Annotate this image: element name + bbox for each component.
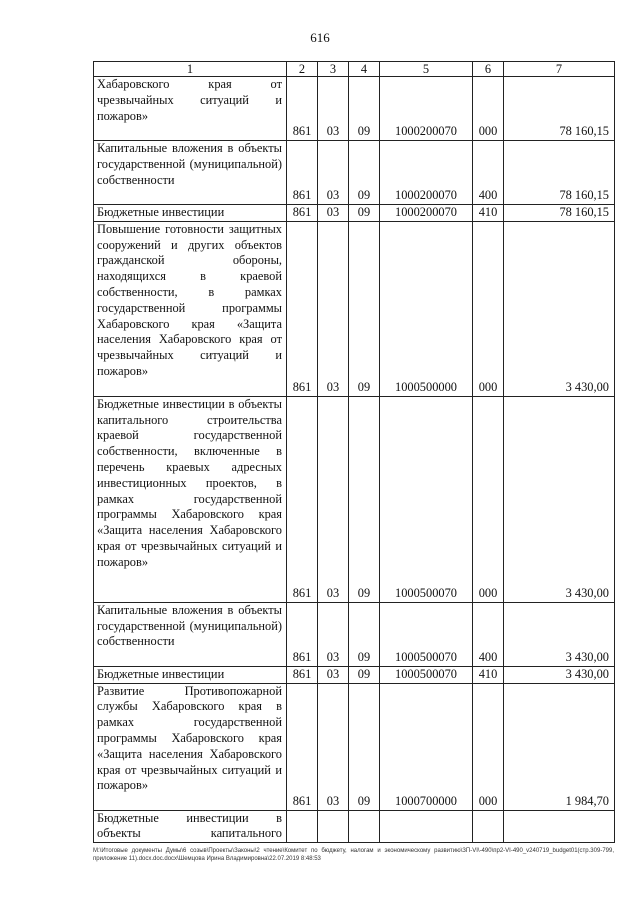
row-pr: 09 bbox=[349, 141, 380, 205]
row-name: Развитие Противопожарной службы Хабаровского края в рамках государственной программы Хабаровского края «Защита населения Хабаровского края от чрезвычайных ситуаций и пожаров» bbox=[94, 683, 287, 810]
row-sum: 3 430,00 bbox=[504, 396, 615, 602]
row-pr: 09 bbox=[349, 221, 380, 396]
row-name: Хабаровского края от чрезвычайных ситуаций и пожаров» bbox=[94, 77, 287, 141]
row-sum: 78 160,15 bbox=[504, 205, 615, 222]
row-sum: 78 160,15 bbox=[504, 77, 615, 141]
row-sum: 1 984,70 bbox=[504, 683, 615, 810]
header-col-2: 2 bbox=[287, 62, 318, 77]
row-rz: 03 bbox=[318, 683, 349, 810]
row-csr bbox=[380, 810, 473, 842]
row-vr bbox=[473, 810, 504, 842]
row-pr: 09 bbox=[349, 683, 380, 810]
row-name: Капитальные вложения в объекты государственной (муниципальной) собственности bbox=[94, 141, 287, 205]
row-name: Капитальные вложения в объекты государственной (муниципальной) собственности bbox=[94, 602, 287, 666]
row-rz: 03 bbox=[318, 205, 349, 222]
footer-file-path: M:\Итоговые документы Думы\6 созыв\Проекты\Законы\2 чтение\Комитет по бюджету, налогам и экономическому развитию\ЗП-VI\-490\пр2-VI-490_v240719_budget01(стр.309-799, приложение 11).docx.doc.docx\Шемцова Ирина Владимировна\22.07.2019 8:48:53 bbox=[93, 848, 614, 862]
row-vr: 410 bbox=[473, 205, 504, 222]
row-sum: 3 430,00 bbox=[504, 221, 615, 396]
row-rz: 03 bbox=[318, 77, 349, 141]
row-name-line: Бюджетные инвестиции в bbox=[97, 810, 282, 825]
table-row bbox=[94, 683, 615, 810]
row-grbs: 861 bbox=[287, 221, 318, 396]
row-name: Повышение готовности защитных сооружений и других объектов гражданской обороны, находящихся в краевой собственности, в рамках государственной программы Хабаровского края «Защита населения Хабаровского края от чрезвычайных ситуаций и пожаров» bbox=[94, 221, 287, 396]
header-col-5: 5 bbox=[380, 62, 473, 77]
row-grbs: 861 bbox=[287, 141, 318, 205]
header-col-4: 4 bbox=[349, 62, 380, 77]
row-grbs: 861 bbox=[287, 683, 318, 810]
row-name: Бюджетные инвестиции bbox=[94, 205, 287, 222]
row-vr: 410 bbox=[473, 666, 504, 683]
row-rz: 03 bbox=[318, 666, 349, 683]
header-row bbox=[94, 62, 615, 77]
row-csr: 1000200070 bbox=[380, 77, 473, 141]
table-row bbox=[94, 602, 615, 666]
header-col-3: 3 bbox=[318, 62, 349, 77]
row-name: Бюджетные инвестиции в объекты капитального строительства краевой государственной собственности, включенные в перечень краевых адресных инвестиционных проектов, в рамках государственной программы Хабаровского края «Защита населения Хабаровского края от чрезвычайных ситуаций и пожаров» bbox=[94, 396, 287, 602]
row-vr: 400 bbox=[473, 141, 504, 205]
header-col-6: 6 bbox=[473, 62, 504, 77]
row-name-line: объекты капитального bbox=[97, 826, 282, 841]
table-row bbox=[94, 141, 615, 205]
row-pr: 09 bbox=[349, 77, 380, 141]
row-csr: 1000200070 bbox=[380, 141, 473, 205]
table-row bbox=[94, 396, 615, 602]
row-grbs: 861 bbox=[287, 205, 318, 222]
row-rz: 03 bbox=[318, 221, 349, 396]
row-sum: 78 160,15 bbox=[504, 141, 615, 205]
row-pr: 09 bbox=[349, 396, 380, 602]
row-name: Бюджетные инвестиции bbox=[94, 666, 287, 683]
row-vr: 000 bbox=[473, 683, 504, 810]
row-rz bbox=[318, 810, 349, 842]
header-col-1: 1 bbox=[94, 62, 287, 77]
row-sum: 3 430,00 bbox=[504, 666, 615, 683]
row-grbs: 861 bbox=[287, 666, 318, 683]
row-csr: 1000500070 bbox=[380, 602, 473, 666]
row-csr: 1000500070 bbox=[380, 666, 473, 683]
row-csr: 1000500000 bbox=[380, 221, 473, 396]
row-vr: 000 bbox=[473, 77, 504, 141]
row-vr: 400 bbox=[473, 602, 504, 666]
row-sum: 3 430,00 bbox=[504, 602, 615, 666]
page-number: 616 bbox=[310, 30, 330, 45]
row-sum bbox=[504, 810, 615, 842]
row-rz: 03 bbox=[318, 141, 349, 205]
table-row bbox=[94, 221, 615, 396]
row-csr: 1000500070 bbox=[380, 396, 473, 602]
row-csr: 1000200070 bbox=[380, 205, 473, 222]
row-pr bbox=[349, 810, 380, 842]
header-col-7: 7 bbox=[504, 62, 615, 77]
row-grbs: 861 bbox=[287, 602, 318, 666]
table-row bbox=[94, 205, 615, 222]
row-vr: 000 bbox=[473, 221, 504, 396]
budget-table bbox=[93, 61, 615, 843]
row-name bbox=[94, 810, 287, 842]
row-grbs: 861 bbox=[287, 396, 318, 602]
row-pr: 09 bbox=[349, 205, 380, 222]
table-row bbox=[94, 666, 615, 683]
row-rz: 03 bbox=[318, 602, 349, 666]
row-grbs: 861 bbox=[287, 77, 318, 141]
row-pr: 09 bbox=[349, 666, 380, 683]
table-row-continued bbox=[94, 810, 615, 842]
row-csr: 1000700000 bbox=[380, 683, 473, 810]
row-rz: 03 bbox=[318, 396, 349, 602]
row-vr: 000 bbox=[473, 396, 504, 602]
table-row bbox=[94, 77, 615, 141]
row-grbs bbox=[287, 810, 318, 842]
row-pr: 09 bbox=[349, 602, 380, 666]
